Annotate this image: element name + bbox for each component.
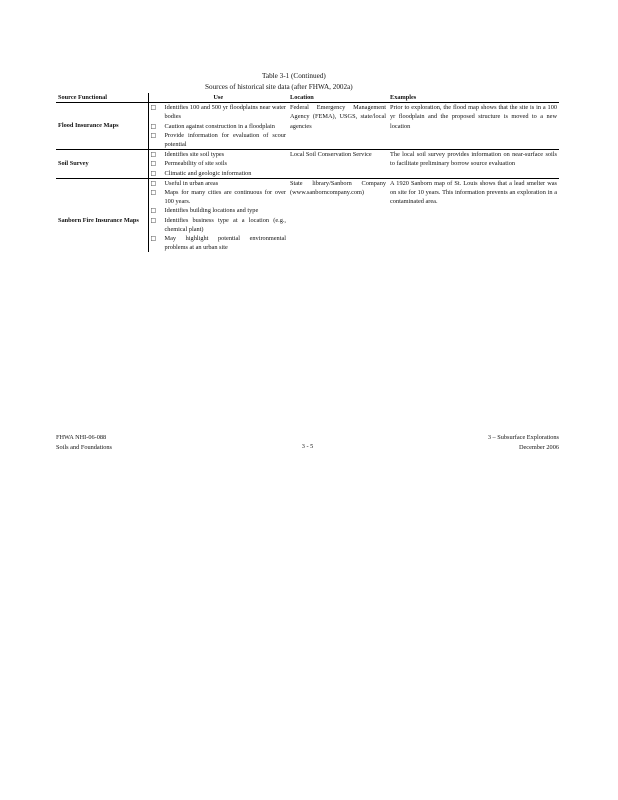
list-item: □ Maps for many cities are continuous for over 100 years.: [150, 189, 286, 206]
table-row: [56, 178, 559, 252]
source-cell: [56, 150, 148, 179]
header-location: Location: [288, 93, 388, 103]
table-row: [56, 150, 559, 179]
source-cell: [56, 103, 148, 150]
page-footer: [56, 433, 559, 457]
table-row: [56, 103, 559, 150]
use-cell: [148, 150, 288, 179]
table-title: Table 3-1 (Continued): [262, 72, 326, 80]
list-item: □ Provide information for evaluation of scour potential: [150, 131, 286, 149]
source-name: Soil Survey: [58, 160, 89, 168]
list-item: □ May highlight potential environmental problems at an urban site: [150, 235, 286, 252]
header-use: Use: [148, 93, 288, 103]
list-item: □ Climatic and geologic information: [150, 169, 252, 177]
bullet-box-icon: □: [150, 179, 157, 187]
example-cell: A 1920 Sanborn map of St. Louis shows that a lead smelter was on site for 10 years. This information prevents an exploration in a contaminated area.: [390, 179, 557, 206]
location-cell: Local Soil Conservation Service: [288, 150, 388, 179]
footer-date: December 2006: [518, 443, 559, 451]
list-item: □ Permeability of site soils: [150, 160, 227, 168]
bullet-box-icon: □: [150, 160, 157, 168]
list-item: □ Identifies building locations and type: [150, 207, 259, 215]
bullet-box-icon: □: [150, 189, 157, 197]
header-source: Source Functional: [56, 93, 148, 103]
header-examples: Examples: [388, 93, 559, 103]
list-item: □ Useful in urban areas: [150, 179, 219, 187]
example-cell: Prior to exploration, the flood map shows that the site is in a 100 yr floodplain and the proposed structure is moved to a new location: [388, 103, 559, 150]
bullet-box-icon: □: [150, 151, 157, 159]
source-name: Flood Insurance Maps: [58, 122, 119, 130]
table-header-row: [56, 93, 559, 103]
page-number: 3 - 5: [301, 443, 314, 450]
footer-right: [488, 433, 559, 452]
use-cell: [148, 178, 288, 252]
bullet-box-icon: □: [150, 131, 157, 139]
source-name: Sanborn Fire Insurance Maps: [58, 216, 139, 224]
location-cell: Federal Emergency Management Agency (FEMA), USGS, state/local agencies: [288, 103, 388, 150]
historical-data-sources-table: [56, 93, 559, 252]
bullet-box-icon: □: [150, 169, 157, 177]
use-cell: [148, 103, 288, 150]
bullet-box-icon: □: [150, 207, 157, 215]
list-item: □ Caution against construction in a floodplain: [150, 122, 275, 130]
list-item: □ Identifies 100 and 500 yr floodplains near water bodies: [150, 104, 286, 121]
list-item: □ Identifies site soil types: [150, 151, 225, 159]
footer-publication-number: FHWA NHI-06-088: [56, 434, 107, 441]
bullet-box-icon: □: [150, 216, 157, 224]
footer-chapter-title: 3 – Subsurface Explorations: [487, 434, 559, 441]
bullet-box-icon: □: [150, 104, 157, 112]
table-subtitle: Sources of historical site data (after FHWA, 2002a): [205, 83, 353, 91]
bullet-box-icon: □: [150, 235, 157, 243]
footer-manual-title: Soils and Foundations: [56, 443, 112, 451]
source-cell: [56, 178, 148, 252]
location-cell: State library/Sanborn Company (www.sanborncompany.com): [290, 179, 386, 197]
bullet-box-icon: □: [150, 122, 157, 130]
list-item: □ Identifies business type at a location (e.g., chemical plant): [150, 216, 286, 233]
example-cell: The local soil survey provides information on near-surface soils to facilitate preliminary borrow source evaluation: [388, 150, 559, 179]
